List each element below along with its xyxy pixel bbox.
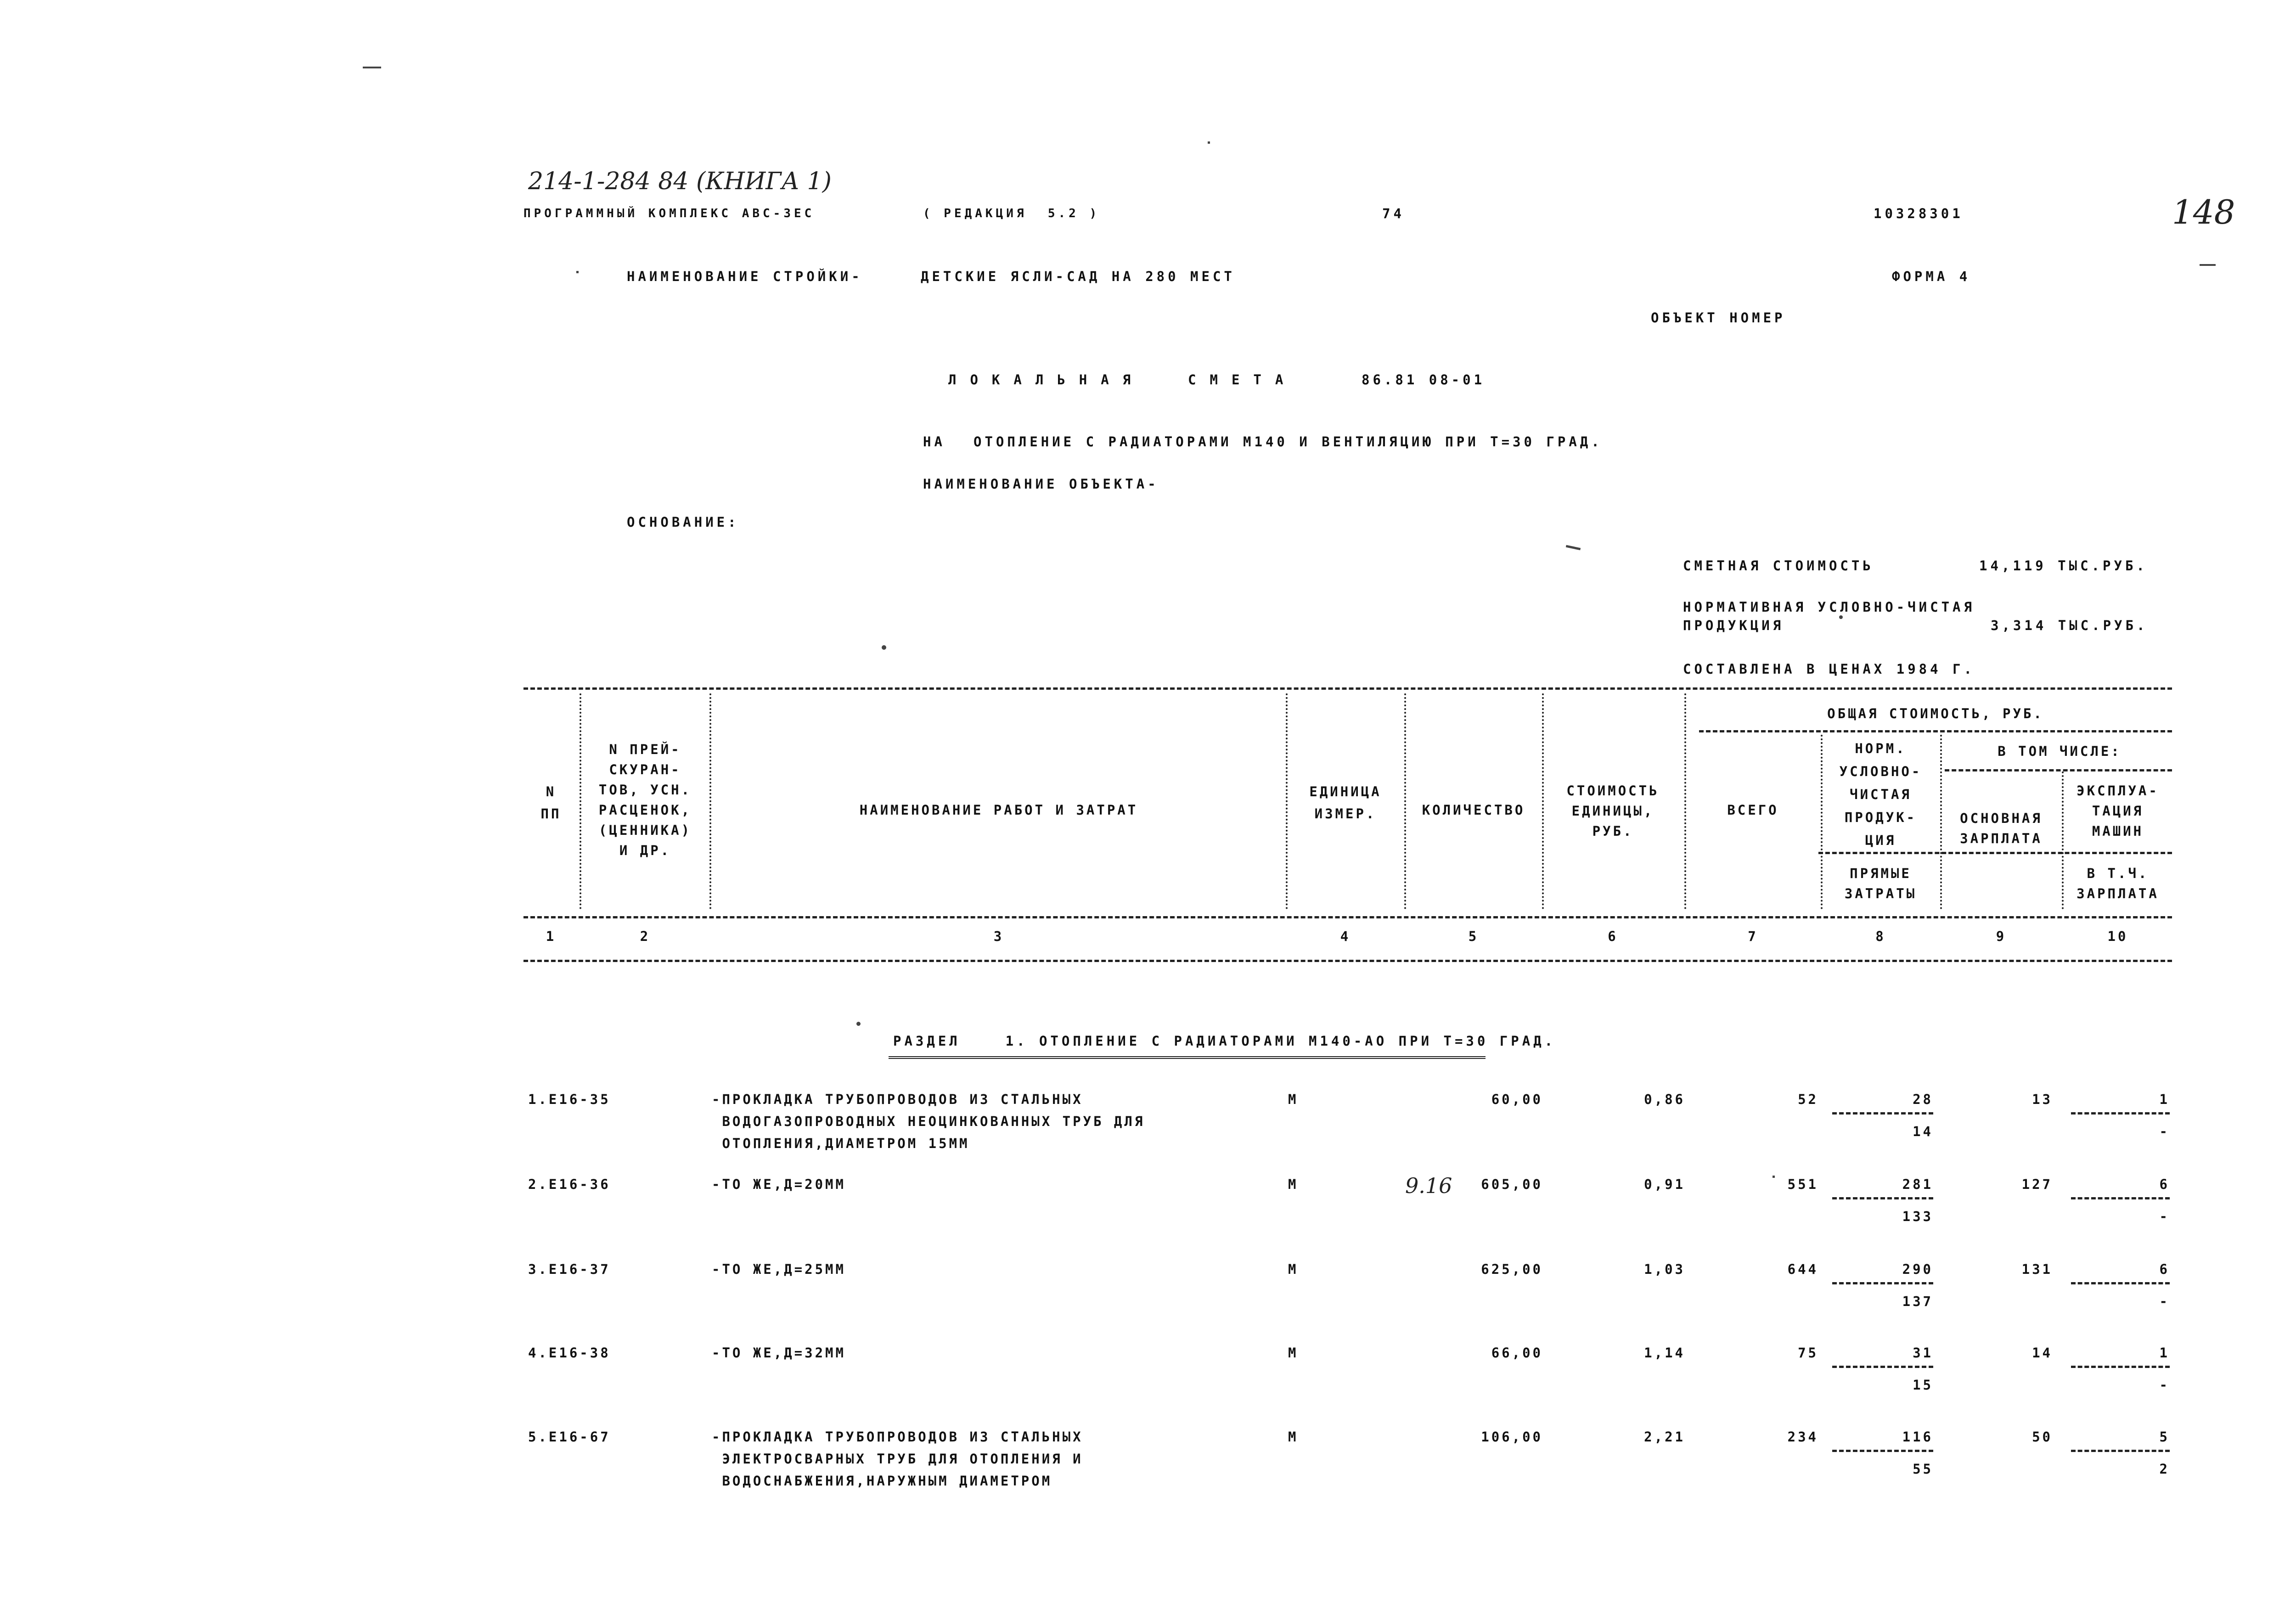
section-title: РАЗДЕЛ 1. ОТОПЛЕНИЕ С РАДИАТОРАМИ М140-АО ПРИ Т=30 ГРАД. [893, 1033, 1556, 1049]
header-col7: ВСЕГО [1727, 802, 1779, 818]
subtotal-rule [1832, 1197, 1933, 1199]
row-code: 3.Е16-37 [528, 1261, 611, 1277]
row-total: 644 [1787, 1261, 1818, 1277]
subtotal-rule [2071, 1450, 2170, 1452]
row-machine-wage: 2 [2159, 1461, 2170, 1477]
row-total: 52 [1798, 1092, 1818, 1107]
header-bottom-rule [523, 916, 2172, 918]
subtotal-rule [2071, 1197, 2170, 1199]
row-code: 4.Е16-38 [528, 1345, 611, 1361]
object-number-label: ОБЪЕКТ НОМЕР [1651, 310, 1786, 326]
row-code: 5.Е16-67 [528, 1429, 611, 1445]
row-machine-cost: 1 [2159, 1092, 2170, 1107]
row-norm-product: 116 [1902, 1429, 1933, 1445]
row-machine-cost: 6 [2159, 1176, 2170, 1192]
row-quantity: 60,00 [1491, 1092, 1543, 1107]
row-total: 234 [1787, 1429, 1818, 1445]
row-description: -ПРОКЛАДКА ТРУБОПРОВОДОВ ИЗ СТАЛЬНЫХ ВОДОГАЗОПРОВОДНЫХ НЕОЦИНКОВАННЫХ ТРУБ ДЛЯ ОТОПЛЕНИЯ,ДИАМЕТРОМ 15ММ [712, 1092, 1145, 1151]
row-base-wage: 50 [2032, 1429, 2053, 1445]
row-unit-price: 0,86 [1644, 1092, 1685, 1107]
estimated-cost-value: 14,119 ТЫС.РУБ. [1979, 558, 2148, 574]
construction-name: ДЕТСКИЕ ЯСЛИ-САД НА 280 МЕСТ [921, 269, 1235, 284]
subtotal-rule [1832, 1366, 1933, 1368]
estimate-on-label: НА [923, 434, 945, 450]
row-base-wage: 14 [2032, 1345, 2053, 1361]
row-unit-price: 1,03 [1644, 1261, 1685, 1277]
row-total: 75 [1798, 1345, 1818, 1361]
row-unit: М [1288, 1345, 1299, 1361]
header-total-cost: ОБЩАЯ СТОИМОСТЬ, РУБ. [1827, 706, 2044, 721]
column-number: 9 [1996, 929, 2007, 944]
row-norm-product: 281 [1902, 1176, 1933, 1192]
header-col2: N ПРЕЙ- СКУРАН- ТОВ, УСН. РАСЦЕНОК, (ЦЕННИКА) И ДР. [598, 742, 692, 858]
row-direct-costs: 137 [1902, 1294, 1933, 1309]
column-number: 8 [1875, 929, 1886, 944]
row-description: -ТО ЖЕ,Д=32ММ [712, 1345, 846, 1361]
object-name-label: НАИМЕНОВАНИЕ ОБЪЕКТА- [923, 476, 1159, 492]
subtotal-rule [1832, 1282, 1933, 1284]
handwritten-note: 9.16 [1405, 1173, 1452, 1198]
estimate-subject: ОТОПЛЕНИЕ С РАДИАТОРАМИ М140 И ВЕНТИЛЯЦИЮ ПРИ Т=30 ГРАД. [974, 434, 1603, 450]
row-unit-price: 2,21 [1644, 1429, 1685, 1445]
row-base-wage: 13 [2032, 1092, 2053, 1107]
prices-year: СОСТАВЛЕНА В ЦЕНАХ 1984 Г. [1683, 661, 1975, 677]
numbers-bottom-rule [523, 960, 2172, 962]
sub-rule [1818, 852, 2172, 854]
row-direct-costs: 133 [1902, 1209, 1933, 1224]
header-col1: N ПП [540, 784, 562, 822]
column-number: 2 [640, 929, 651, 944]
header-col10: ЭКСПЛУА- ТАЦИЯ МАШИН [2077, 783, 2159, 839]
table-top-rule [523, 687, 2172, 690]
row-quantity: 605,00 [1481, 1176, 1543, 1192]
construction-label: НАИМЕНОВАНИЕ СТРОЙКИ- [627, 269, 863, 284]
row-description: -ТО ЖЕ,Д=20ММ [712, 1176, 846, 1192]
form-label: ФОРМА 4 [1892, 269, 1971, 284]
header-col8: НОРМ. УСЛОВНО- ЧИСТАЯ ПРОДУК- ЦИЯ [1839, 741, 1922, 848]
row-norm-product: 290 [1902, 1261, 1933, 1277]
row-unit-price: 1,14 [1644, 1345, 1685, 1361]
column-number: 4 [1340, 929, 1351, 944]
row-machine-wage: - [2159, 1209, 2170, 1224]
row-quantity: 625,00 [1481, 1261, 1543, 1277]
row-machine-cost: 6 [2159, 1261, 2170, 1277]
subtotal-rule [2071, 1282, 2170, 1284]
column-number: 10 [2107, 929, 2128, 944]
row-description: -ТО ЖЕ,Д=25ММ [712, 1261, 846, 1277]
subtotal-rule [1832, 1450, 1933, 1452]
estimate-title: ЛОКАЛЬНАЯ СМЕТА [948, 372, 1297, 388]
header-col5: КОЛИЧЕСТВО [1422, 802, 1525, 818]
row-norm-product: 28 [1913, 1092, 1933, 1107]
row-description: -ПРОКЛАДКА ТРУБОПРОВОДОВ ИЗ СТАЛЬНЫХ ЭЛЕКТРОСВАРНЫХ ТРУБ ДЛЯ ОТОПЛЕНИЯ И ВОДОСНАБЖЕНИЯ,НАРУЖНЫМ ДИАМЕТРОМ [712, 1429, 1083, 1489]
header-col8b: ПРЯМЫЕ ЗАТРАТЫ [1844, 866, 1917, 901]
subtotal-rule [2071, 1366, 2170, 1368]
row-unit: М [1288, 1261, 1299, 1277]
subtotal-rule [1832, 1112, 1933, 1114]
row-quantity: 106,00 [1481, 1429, 1543, 1445]
row-quantity: 66,00 [1491, 1345, 1543, 1361]
row-base-wage: 131 [2021, 1261, 2053, 1277]
program-name: ПРОГРАММНЫЙ КОМПЛЕКС АВС-3ЕС [523, 207, 815, 220]
row-direct-costs: 55 [1913, 1461, 1933, 1477]
estimate-number: 86.81 08-01 [1362, 372, 1486, 388]
column-number: 6 [1608, 929, 1618, 944]
column-number: 7 [1748, 929, 1758, 944]
row-base-wage: 127 [2021, 1176, 2053, 1192]
row-machine-wage: - [2159, 1377, 2170, 1393]
row-code: 2.Е16-36 [528, 1176, 611, 1192]
total-cost-rule [1699, 730, 2172, 732]
row-machine-wage: - [2159, 1124, 2170, 1139]
basis-label: ОСНОВАНИЕ: [627, 514, 739, 530]
program-revision: ( РЕДАКЦИЯ 5.2 ) [923, 207, 1100, 220]
document-code: 10328301 [1874, 206, 1964, 221]
section-underline [889, 1056, 1486, 1059]
row-norm-product: 31 [1913, 1345, 1933, 1361]
row-machine-wage: - [2159, 1294, 2170, 1309]
handwritten-code: 214-1-284 84 (КНИГА 1) [528, 168, 832, 195]
normative-value: 3,314 ТЫС.РУБ. [1991, 618, 2148, 633]
row-direct-costs: 14 [1913, 1124, 1933, 1139]
header-incl: В ТОМ ЧИСЛЕ: [1998, 743, 2122, 759]
row-unit: М [1288, 1176, 1299, 1192]
normative-label-1: НОРМАТИВНАЯ УСЛОВНО-ЧИСТАЯ [1683, 599, 1975, 615]
column-number: 1 [546, 929, 557, 944]
header-col4: ЕДИНИЦА ИЗМЕР. [1309, 784, 1382, 822]
column-number: 3 [993, 929, 1004, 944]
header-col3: НАИМЕНОВАНИЕ РАБОТ И ЗАТРАТ [859, 802, 1138, 818]
row-total: 551 [1787, 1176, 1818, 1192]
header-col10b: В Т.Ч. ЗАРПЛАТА [2077, 866, 2159, 901]
header-col9: ОСНОВНАЯ ЗАРПЛАТА [1960, 810, 2043, 846]
estimated-cost-label: СМЕТНАЯ СТОИМОСТЬ [1683, 558, 1874, 574]
normative-label-2: ПРОДУКЦИЯ [1683, 618, 1784, 633]
column-number: 5 [1468, 929, 1479, 944]
row-machine-cost: 1 [2159, 1345, 2170, 1361]
row-unit: М [1288, 1429, 1299, 1445]
row-direct-costs: 15 [1913, 1377, 1933, 1393]
row-code: 1.Е16-35 [528, 1092, 611, 1107]
row-unit-price: 0,91 [1644, 1176, 1685, 1192]
subtotal-rule [2071, 1112, 2170, 1114]
row-machine-cost: 5 [2159, 1429, 2170, 1445]
header-col6: СТОИМОСТЬ ЕДИНИЦЫ, РУБ. [1566, 783, 1660, 839]
incl-rule [1945, 769, 2172, 771]
sheet-number: 74 [1382, 206, 1405, 221]
row-unit: М [1288, 1092, 1299, 1107]
handwritten-page-number: 148 [2172, 193, 2235, 231]
